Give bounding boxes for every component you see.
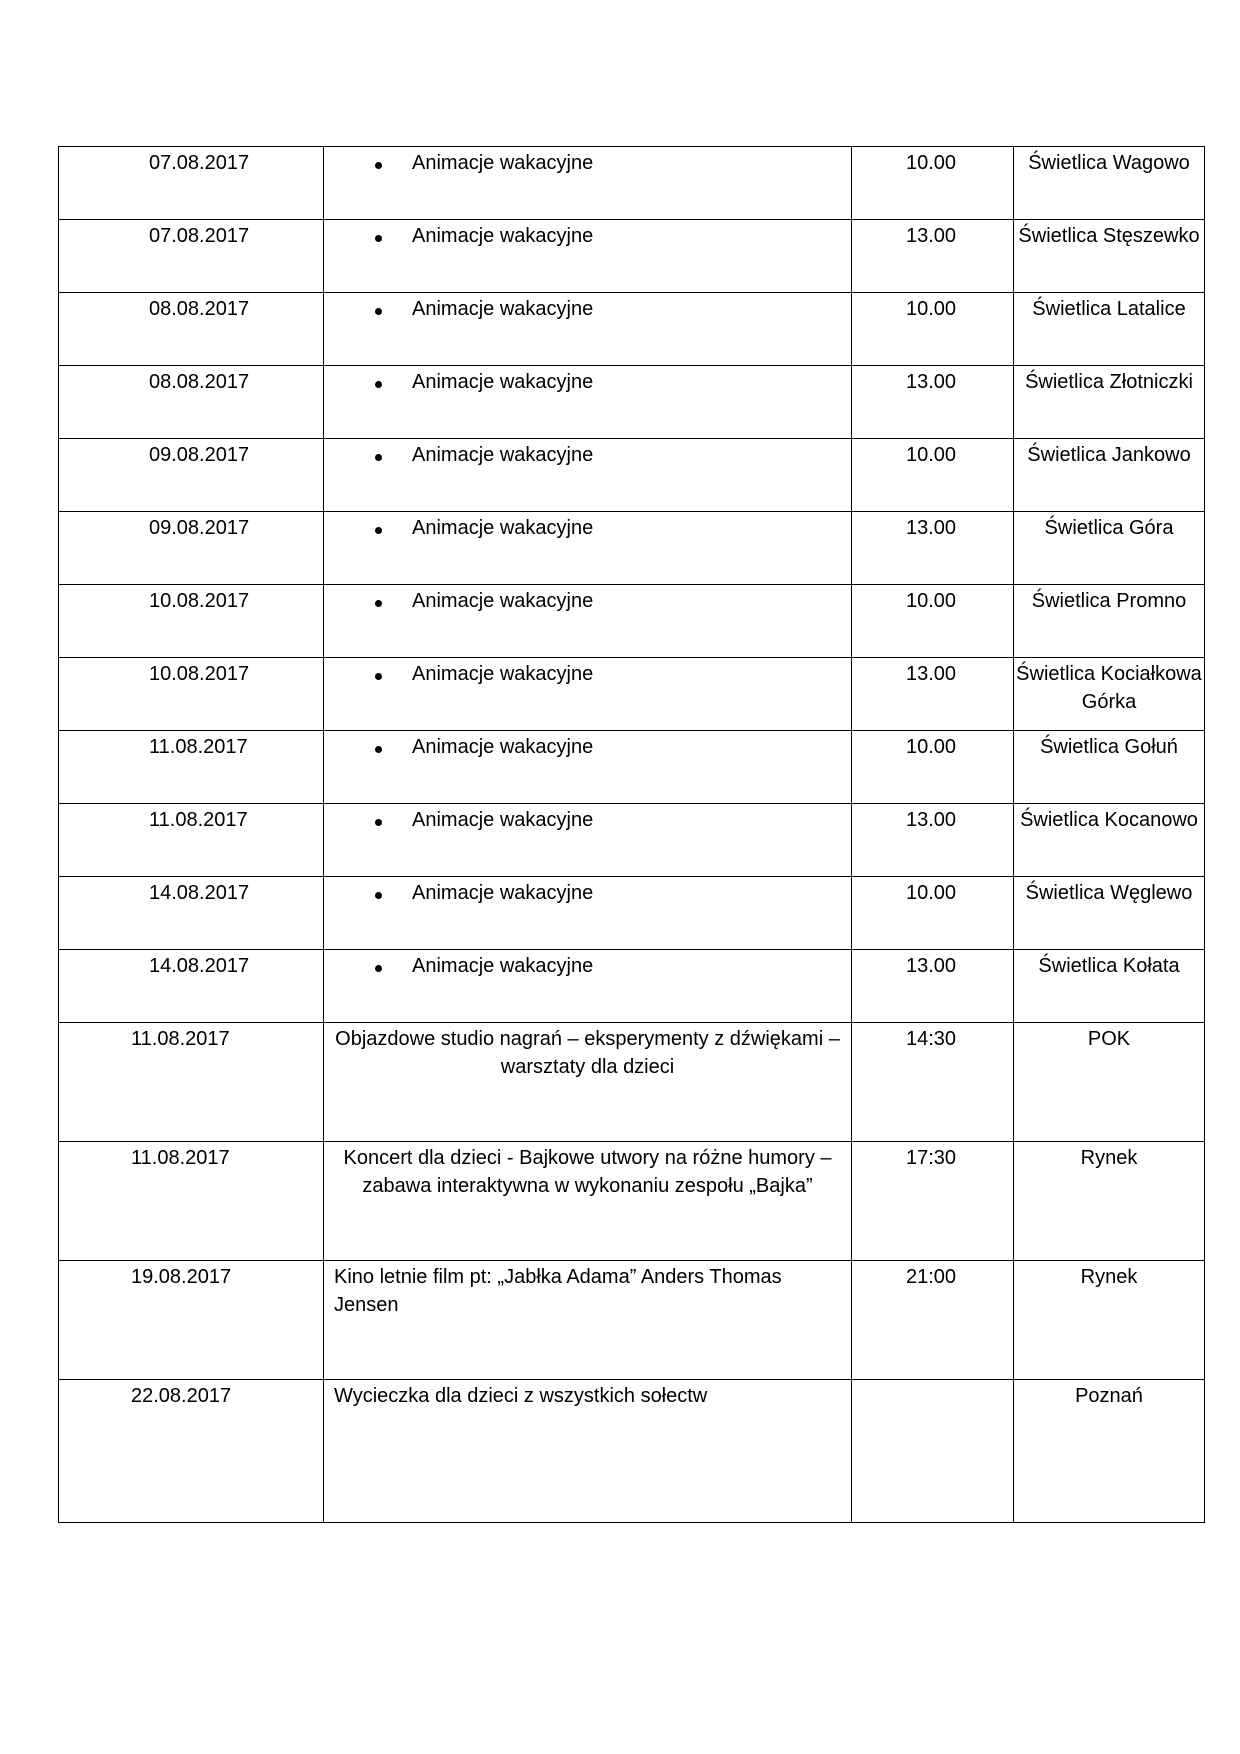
location-cell: Rynek (1014, 1142, 1205, 1261)
activity-cell (324, 804, 852, 877)
date-cell: 11.08.2017 (59, 1142, 324, 1261)
activity-text: Animacje wakacyjne (412, 955, 594, 977)
bullet-icon (375, 600, 382, 607)
activity-cell: Koncert dla dzieci - Bajkowe utwory na różne humory – zabawa interaktywna w wykonaniu zespołu „Bajka” (324, 1142, 852, 1261)
bullet-icon (375, 308, 382, 315)
date-cell: 11.08.2017 (59, 731, 324, 804)
table-row (59, 439, 1205, 512)
bullet-icon (375, 381, 382, 388)
location-cell: Świetlica Jankowo (1014, 439, 1205, 512)
bullet-icon (375, 162, 382, 169)
table-row (59, 1380, 1205, 1523)
activity-text: Animacje wakacyjne (412, 736, 594, 758)
time-cell: 10.00 (852, 439, 1014, 512)
activity-cell: Wycieczka dla dzieci z wszystkich sołectw (324, 1380, 852, 1523)
time-cell: 10.00 (852, 731, 1014, 804)
date-cell: 08.08.2017 (59, 366, 324, 439)
table-row (59, 877, 1205, 950)
time-cell: 13.00 (852, 804, 1014, 877)
bullet-icon (375, 819, 382, 826)
activity-cell (324, 731, 852, 804)
table-row (59, 147, 1205, 220)
date-cell: 07.08.2017 (59, 220, 324, 293)
location-cell: Świetlica Złotniczki (1014, 366, 1205, 439)
date-cell: 14.08.2017 (59, 877, 324, 950)
table-row (59, 658, 1205, 731)
table-row (59, 804, 1205, 877)
table-row (59, 1261, 1205, 1380)
activity-text: Animacje wakacyjne (412, 809, 594, 831)
location-cell: Świetlica Kociałkowa Górka (1014, 658, 1205, 731)
time-cell: 10.00 (852, 293, 1014, 366)
date-cell: 11.08.2017 (59, 1023, 324, 1142)
activity-cell (324, 658, 852, 731)
date-cell: 10.08.2017 (59, 585, 324, 658)
bullet-icon (375, 527, 382, 534)
time-cell: 13.00 (852, 366, 1014, 439)
location-cell: Poznań (1014, 1380, 1205, 1523)
activity-text: Animacje wakacyjne (412, 663, 594, 685)
date-cell: 09.08.2017 (59, 512, 324, 585)
activity-cell (324, 877, 852, 950)
location-cell: Świetlica Gołuń (1014, 731, 1205, 804)
date-cell: 09.08.2017 (59, 439, 324, 512)
location-cell: Świetlica Latalice (1014, 293, 1205, 366)
date-cell: 10.08.2017 (59, 658, 324, 731)
table-row (59, 366, 1205, 439)
activity-cell (324, 293, 852, 366)
activity-text: Animacje wakacyjne (412, 152, 594, 174)
activity-cell (324, 147, 852, 220)
date-cell: 19.08.2017 (59, 1261, 324, 1380)
date-cell: 08.08.2017 (59, 293, 324, 366)
location-cell: Świetlica Węglewo (1014, 877, 1205, 950)
activity-cell: Kino letnie film pt: „Jabłka Adama” Anders Thomas Jensen (324, 1261, 852, 1380)
table-row (59, 1142, 1205, 1261)
bullet-icon (375, 235, 382, 242)
table-row (59, 1023, 1205, 1142)
time-cell: 14:30 (852, 1023, 1014, 1142)
location-cell: Świetlica Góra (1014, 512, 1205, 585)
schedule-body (59, 147, 1205, 1523)
activity-text: Animacje wakacyjne (412, 444, 594, 466)
location-cell: Świetlica Kocanowo (1014, 804, 1205, 877)
time-cell: 10.00 (852, 877, 1014, 950)
date-cell: 14.08.2017 (59, 950, 324, 1023)
time-cell (852, 1380, 1014, 1523)
time-cell: 13.00 (852, 950, 1014, 1023)
table-row (59, 950, 1205, 1023)
time-cell: 10.00 (852, 585, 1014, 658)
schedule-table (58, 146, 1205, 1523)
time-cell: 21:00 (852, 1261, 1014, 1380)
location-cell: Świetlica Wagowo (1014, 147, 1205, 220)
activity-cell (324, 366, 852, 439)
bullet-icon (375, 673, 382, 680)
activity-text: Animacje wakacyjne (412, 882, 594, 904)
time-cell: 13.00 (852, 658, 1014, 731)
location-cell: Rynek (1014, 1261, 1205, 1380)
table-row (59, 512, 1205, 585)
bullet-icon (375, 965, 382, 972)
location-cell: Świetlica Stęszewko (1014, 220, 1205, 293)
bullet-icon (375, 892, 382, 899)
activity-text: Animacje wakacyjne (412, 371, 594, 393)
table-row (59, 220, 1205, 293)
activity-cell (324, 950, 852, 1023)
date-cell: 07.08.2017 (59, 147, 324, 220)
date-cell: 22.08.2017 (59, 1380, 324, 1523)
bullet-icon (375, 746, 382, 753)
activity-text: Animacje wakacyjne (412, 517, 594, 539)
time-cell: 13.00 (852, 220, 1014, 293)
activity-cell (324, 512, 852, 585)
date-cell: 11.08.2017 (59, 804, 324, 877)
time-cell: 17:30 (852, 1142, 1014, 1261)
table-row (59, 293, 1205, 366)
time-cell: 13.00 (852, 512, 1014, 585)
table-row (59, 731, 1205, 804)
location-cell: POK (1014, 1023, 1205, 1142)
location-cell: Świetlica Promno (1014, 585, 1205, 658)
table-row (59, 585, 1205, 658)
activity-text: Animacje wakacyjne (412, 225, 594, 247)
activity-text: Animacje wakacyjne (412, 298, 594, 320)
activity-cell (324, 585, 852, 658)
activity-cell: Objazdowe studio nagrań – eksperymenty z dźwiękami – warsztaty dla dzieci (324, 1023, 852, 1142)
location-cell: Świetlica Kołata (1014, 950, 1205, 1023)
activity-text: Animacje wakacyjne (412, 590, 594, 612)
activity-cell (324, 439, 852, 512)
bullet-icon (375, 454, 382, 461)
time-cell: 10.00 (852, 147, 1014, 220)
activity-cell (324, 220, 852, 293)
